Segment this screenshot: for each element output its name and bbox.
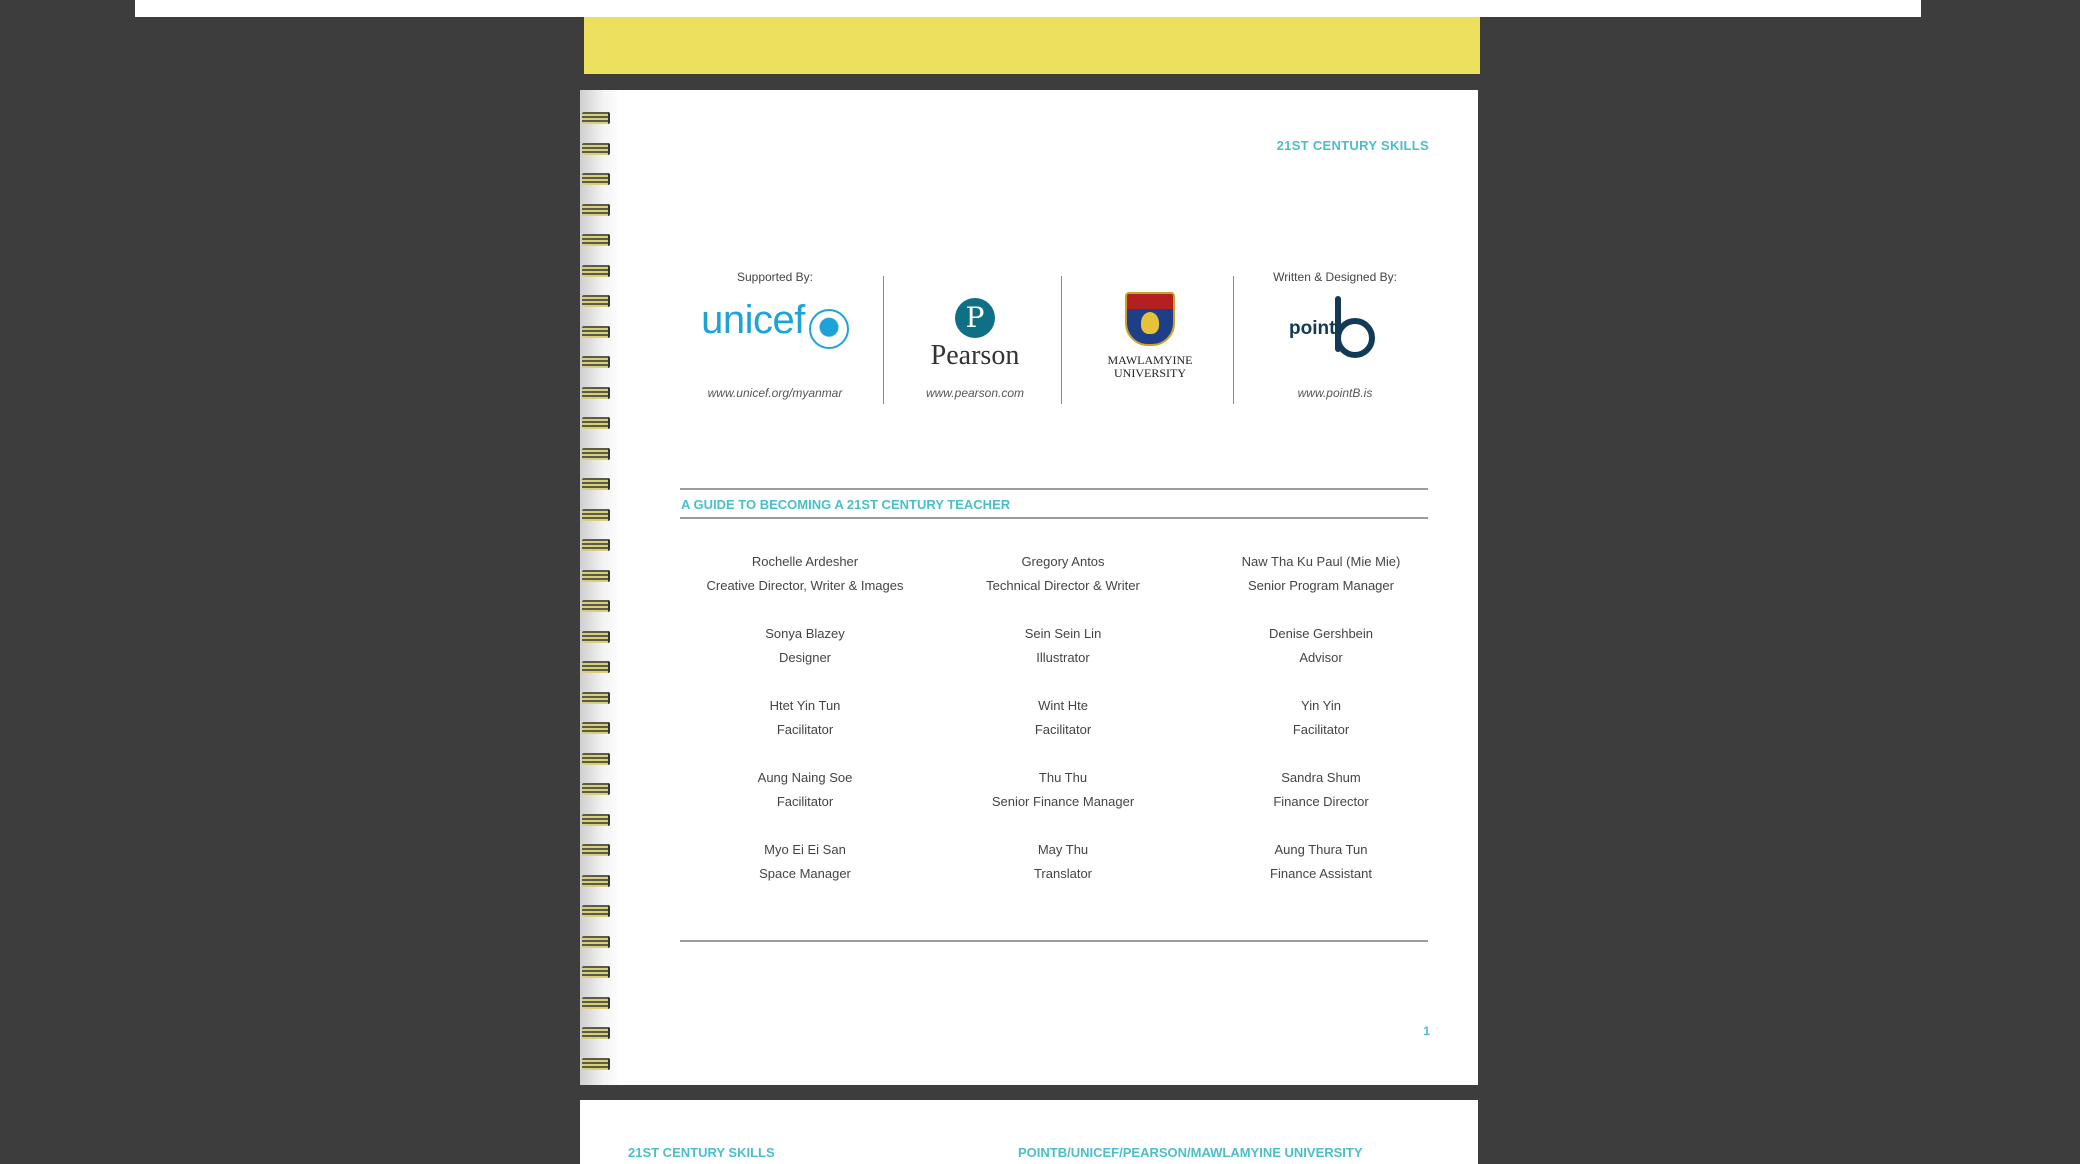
binding-coil [582, 936, 610, 948]
credit-role: Senior Program Manager [1248, 578, 1394, 593]
logo-strip [680, 270, 1430, 400]
binding-coil [582, 631, 610, 643]
unicef-block [680, 270, 870, 400]
mawlamyine-logo: MAWLAMYINE UNIVERSITY [1065, 292, 1235, 380]
binding-coil [582, 814, 610, 826]
pearson-block [890, 270, 1060, 400]
credit-name: Aung Thura Tun [1274, 842, 1368, 857]
pearson-icon: P [955, 298, 995, 338]
pointb-url: www.pointB.is [1297, 386, 1373, 400]
credit-name: Thu Thu [1038, 770, 1088, 785]
binding-coil [582, 417, 610, 429]
divider [680, 940, 1428, 942]
credit-entry [680, 838, 930, 886]
credit-entry [1196, 622, 1446, 670]
unicef-url: www.unicef.org/myanmar [707, 386, 843, 400]
credit-name: Sein Sein Lin [1024, 626, 1102, 641]
binding-coil [582, 478, 610, 490]
unicef-globe-icon [809, 309, 849, 349]
divider [680, 488, 1428, 490]
binding-coil [582, 173, 610, 185]
credit-name: Gregory Antos [1021, 554, 1105, 569]
credit-entry [938, 550, 1188, 598]
page-number: 1 [1423, 1024, 1430, 1038]
binding-coil [582, 448, 610, 460]
supported-by-label: Supported By: [736, 270, 814, 284]
credit-entry [1196, 838, 1446, 886]
pointb-block [1240, 270, 1430, 400]
binding-coil [582, 509, 610, 521]
credit-name: Denise Gershbein [1268, 626, 1374, 641]
credit-entry [680, 550, 930, 598]
unicef-logo: unicef [680, 298, 870, 349]
binding-coil [582, 265, 610, 277]
binding-coil [582, 966, 610, 978]
divider [1061, 276, 1062, 404]
next-page-header-right: POINTB/UNICEF/PEARSON/MAWLAMYINE UNIVERSITY [1018, 1145, 1363, 1160]
pearson-url: www.pearson.com [925, 386, 1025, 400]
mawlamyine-block [1065, 270, 1235, 400]
binding-coil [582, 722, 610, 734]
written-by-label: Written & Designed By: [1273, 270, 1397, 284]
credit-name: Wint Hte [1038, 698, 1088, 713]
binding-coil [582, 875, 610, 887]
binding-coil [582, 905, 610, 917]
binding-coil [582, 661, 610, 673]
credit-entry [938, 766, 1188, 814]
cover-page-edge [584, 17, 1480, 74]
credit-role: Finance Assistant [1270, 866, 1372, 881]
credit-entry [680, 766, 930, 814]
binding-coil [582, 844, 610, 856]
binding-coil [582, 295, 610, 307]
binding-coil [582, 753, 610, 765]
credit-name: Sandra Shum [1281, 770, 1361, 785]
credit-name: Naw Tha Ku Paul (Mie Mie) [1241, 554, 1401, 569]
credit-name: Aung Naing Soe [757, 770, 853, 785]
binding-coil [582, 1027, 610, 1039]
previous-page-edge [135, 0, 1921, 17]
credit-name: Myo Ei Ei San [764, 842, 846, 857]
credit-role: Facilitator [1034, 722, 1092, 737]
credit-role: Technical Director & Writer [986, 578, 1140, 593]
credit-name: Yin Yin [1301, 698, 1341, 713]
divider [680, 517, 1428, 519]
credit-name: May Thu [1037, 842, 1089, 857]
document-page [580, 90, 1478, 1085]
credit-role: Finance Director [1273, 794, 1369, 809]
credit-entry [938, 694, 1188, 742]
binding-coil [582, 387, 610, 399]
credit-role: Advisor [1299, 650, 1343, 665]
credit-role: Senior Finance Manager [991, 794, 1135, 809]
binding-coil [582, 570, 610, 582]
binding-coil [582, 783, 610, 795]
binding-coil [582, 112, 610, 124]
credit-entry [680, 694, 930, 742]
credit-entry [1196, 766, 1446, 814]
binding-coil [582, 326, 610, 338]
credit-role: Illustrator [1036, 650, 1090, 665]
credit-role: Facilitator [776, 722, 834, 737]
credit-entry [938, 622, 1188, 670]
credit-entry [1196, 550, 1446, 598]
binding-coil [582, 692, 610, 704]
binding-coil [582, 204, 610, 216]
university-crest-icon [1125, 292, 1175, 346]
credit-entry [1196, 694, 1446, 742]
credit-role: Space Manager [759, 866, 851, 881]
page-header: 21ST CENTURY SKILLS [1276, 138, 1429, 153]
pointb-logo: point [1289, 296, 1381, 366]
section-title: A GUIDE TO BECOMING A 21ST CENTURY TEACHER [681, 497, 1011, 512]
spiral-binding [580, 90, 620, 1085]
credit-role: Creative Director, Writer & Images [706, 578, 904, 593]
credit-role: Facilitator [1292, 722, 1350, 737]
binding-coil [582, 356, 610, 368]
binding-coil [582, 234, 610, 246]
credit-name: Rochelle Ardesher [751, 554, 859, 569]
binding-coil [582, 1058, 610, 1070]
binding-coil [582, 997, 610, 1009]
credit-role: Facilitator [776, 794, 834, 809]
next-page-header-left: 21ST CENTURY SKILLS [628, 1145, 775, 1160]
credit-entry [938, 838, 1188, 886]
credit-role: Designer [778, 650, 832, 665]
credit-role: Translator [1033, 866, 1093, 881]
binding-coil [582, 539, 610, 551]
credit-entry [680, 622, 930, 670]
divider [1233, 276, 1234, 404]
next-page [580, 1100, 1478, 1164]
pearson-logo: P Pearson [890, 298, 1060, 372]
binding-coil [582, 143, 610, 155]
credit-name: Htet Yin Tun [769, 698, 841, 713]
binding-coil [582, 600, 610, 612]
divider [883, 276, 884, 404]
credit-name: Sonya Blazey [765, 626, 845, 641]
